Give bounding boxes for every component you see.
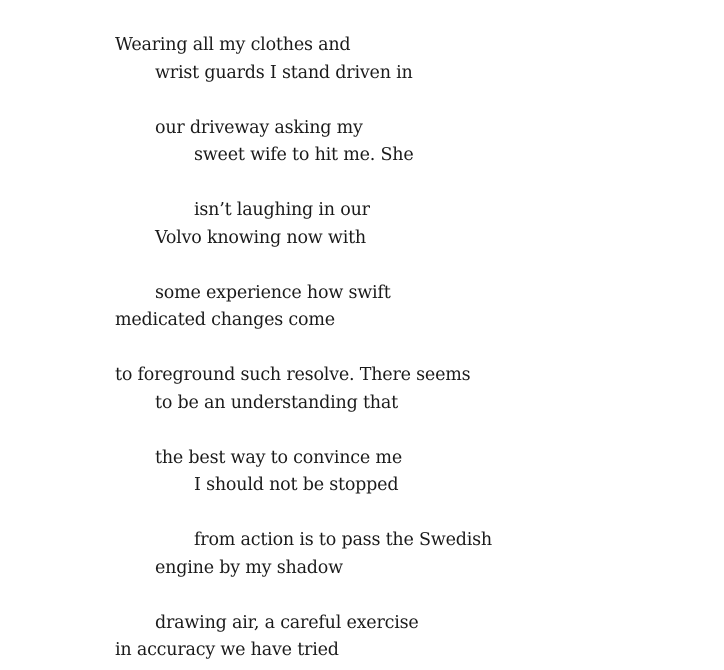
poem-line-8: medicated changes come — [115, 310, 335, 330]
poem-line-3: our driveway asking my — [155, 118, 363, 138]
poem-line-7: some experience how swift — [155, 283, 391, 303]
poem-line-12: I should not be stopped — [194, 475, 399, 495]
poem-line-5: isn’t laughing in our — [194, 200, 370, 220]
poem-line-13: from action is to pass the Swedish — [194, 530, 492, 550]
poem-line-9: to foreground such resolve. There seems — [115, 365, 471, 385]
poem-line-14: engine by my shadow — [155, 558, 343, 578]
poem-line-2: wrist guards I stand driven in — [155, 63, 413, 83]
poem-line-4: sweet wife to hit me. She — [194, 145, 414, 165]
poem-line-1: Wearing all my clothes and — [115, 35, 351, 55]
poem-line-10: to be an understanding that — [155, 393, 398, 413]
poem-line-6: Volvo knowing now with — [155, 228, 367, 248]
poem-line-11: the best way to convince me — [155, 448, 402, 468]
poem-line-15: drawing air, a careful exercise — [155, 613, 419, 633]
poem-line-16: in accuracy we have tried — [115, 640, 339, 660]
